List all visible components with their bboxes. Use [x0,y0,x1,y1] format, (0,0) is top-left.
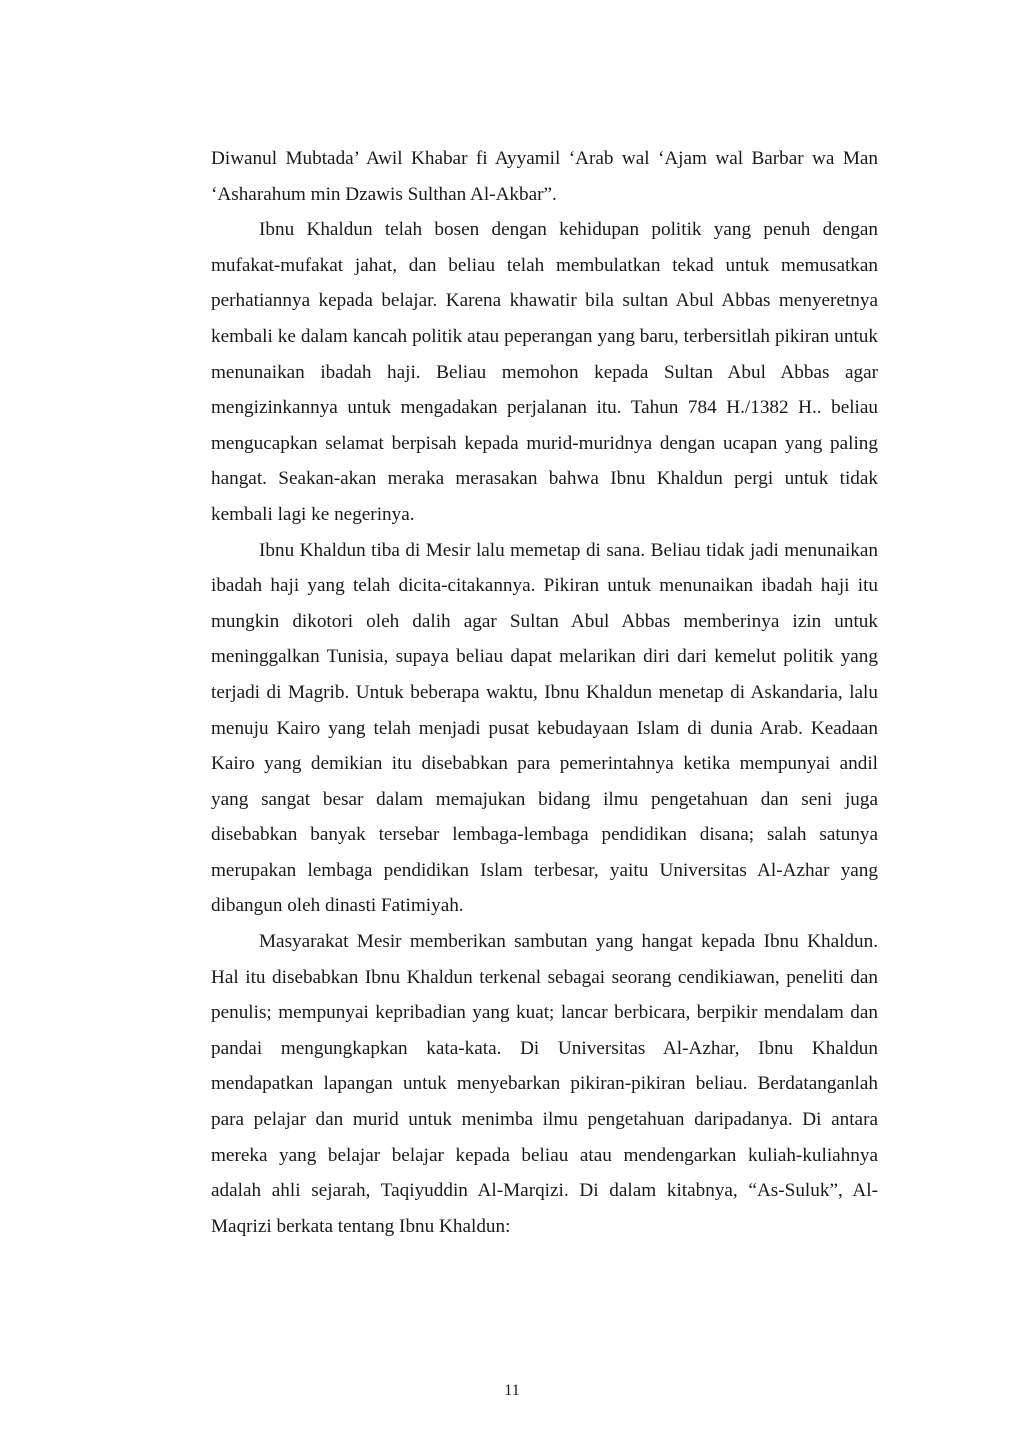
page-number: 11 [504,1382,520,1399]
paragraph: Ibnu Khaldun tiba di Mesir lalu memetap di sana. Beliau tidak jadi menunaikan ibadah haji yang telah dicita-citakannya. Pikiran untuk menunaikan ibadah haji itu mungkin dikotori oleh dalih agar Sultan Abul Abbas memberinya izin untuk meninggalkan Tunisia, supaya beliau dapat melarikan diri dari kemelut politik yang terjadi di Magrib. Untuk beberapa waktu, Ibnu Khaldun menetap di Askandaria, lalu menuju Kairo yang telah menjadi pusat kebudayaan Islam di dunia Arab. Keadaan Kairo yang demikian itu disebabkan para pemerintahnya ketika mempunyai andil yang sangat besar dalam memajukan bidang ilmu pengetahuan dan seni juga disebabkan banyak tersebar lembaga-lembaga pendidikan disana; salah satunya merupakan lembaga pendidikan Islam terbesar, yaitu Universitas Al-Azhar yang dibangun oleh dinasti Fatimiyah. [211,539,878,917]
paragraph-continuation: Diwanul Mubtada’ Awil Khabar fi Ayyamil ‘Arab wal ‘Ajam wal Barbar wa Man ‘Asharahum min Dzawis Sulthan Al-Akbar”. [211,148,878,205]
paragraph: Masyarakat Mesir memberikan sambutan yang hangat kepada Ibnu Khaldun. Hal itu disebabkan Ibnu Khaldun terkenal sebagai seorang cendikiawan, peneliti dan penulis; mempunyai kepribadian yang kuat; lancar berbicara, berpikir mendalam dan pandai mengungkapkan kata-kata. Di Universitas Al-Azhar, Ibnu Khaldun mendapatkan lapangan untuk menyebarkan pikiran-pikiran beliau. Berdatanganlah para pelajar dan murid untuk menimba ilmu pengetahuan daripadanya. Di antara mereka yang belajar belajar kepada beliau atau mendengarkan kuliah-kuliahnya adalah ahli sejarah, Taqiyuddin Al-Marqizi. Di dalam kitabnya, “As-Suluk”, Al-Maqrizi berkata tentang Ibnu Khaldun: [211,931,878,1237]
paragraph: Ibnu Khaldun telah bosen dengan kehidupan politik yang penuh dengan mufakat-mufakat jahat, dan beliau telah membulatkan tekad untuk memusatkan perhatiannya kepada belajar. Karena khawatir bila sultan Abul Abbas menyeretnya kembali ke dalam kancah politik atau peperangan yang baru, terbersitlah pikiran untuk menunaikan ibadah haji. Beliau memohon kepada Sultan Abul Abbas agar mengizinkannya untuk mengadakan perjalanan itu. Tahun 784 H./1382 H.. beliau mengucapkan selamat berpisah kepada murid-muridnya dengan ucapan yang paling hangat. Seakan-akan meraka merasakan bahwa Ibnu Khaldun pergi untuk tidak kembali lagi ke negerinya. [211,219,878,525]
body-text [211,141,878,1244]
